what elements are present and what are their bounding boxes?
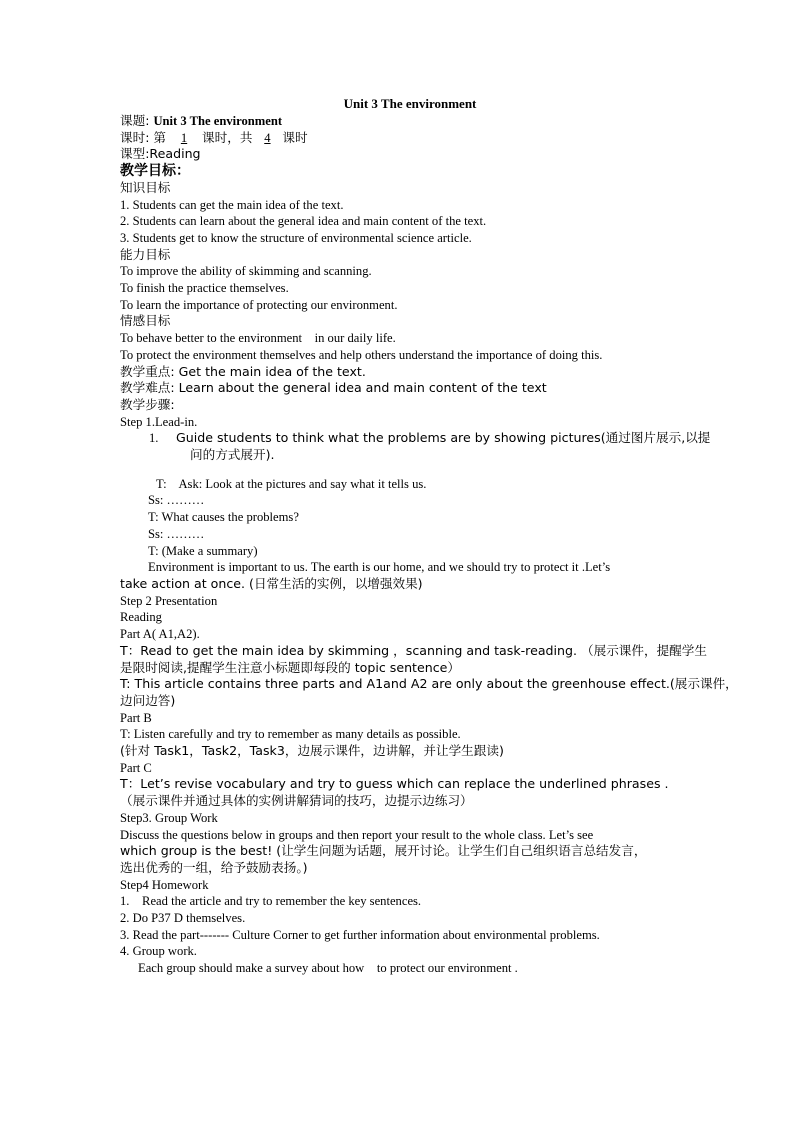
emotion-item: To behave better to the environment in our daily life. <box>120 331 396 346</box>
part-b-instruction: T: Listen carefully and try to remember as many details as possible. <box>120 727 461 742</box>
objectives-heading: 教学目标： <box>120 163 190 180</box>
period-suffix: 课时 <box>282 129 308 145</box>
part-a-statement-cont: 边问边答) <box>120 692 176 708</box>
part-c-note: （展示课件并通过具体的实例讲解猜词的技巧，边提示边练习） <box>120 793 473 809</box>
step1-heading: Step 1.Lead-in. <box>120 414 198 429</box>
reading-label: Reading <box>120 610 162 625</box>
dialog-line: T: Ask: Look at the pictures and say what it tells us. <box>156 476 427 491</box>
dialog-line: Ss: ……… <box>148 526 205 541</box>
lesson-type: 课型:Reading <box>120 146 201 162</box>
part-a-statement: T: This article contains three parts and A1and A2 are only about the greenhouse effect.(展示课件， <box>120 676 738 692</box>
part-c-heading: Part C <box>120 760 152 775</box>
page-title: Unit 3 The environment <box>343 96 477 111</box>
ability-item: To finish the practice themselves. <box>120 281 289 296</box>
part-c-instruction: T：Let’s revise vocabulary and try to guess which can replace the underlined phrases . <box>120 776 669 792</box>
steps-heading: 教学步骤: <box>120 396 175 412</box>
ability-item: To improve the ability of skimming and scanning. <box>120 264 372 279</box>
emotion-item: To protect the environment themselves and help others understand the importance of doing this. <box>120 347 603 362</box>
homework-item: 3. Read the part------- Culture Corner to get further information about environmental problems. <box>120 927 600 942</box>
topic-value: Unit 3 The environment <box>153 114 283 128</box>
dialog-line: Ss: ……… <box>148 493 205 508</box>
step3-heading: Step3. Group Work <box>120 810 218 825</box>
homework-item: 1. Read the article and try to remember the key sentences. <box>120 894 422 909</box>
lesson-plan <box>120 96 738 977</box>
knowledge-heading: 知识目标 <box>120 179 171 195</box>
ability-item: To learn the importance of protecting our environment. <box>120 297 398 312</box>
part-a-heading: Part A( A1,A2). <box>120 627 200 642</box>
knowledge-item: 2. Students can learn about the general idea and main content of the text. <box>120 214 487 229</box>
key-point: 教学重点: Get the main idea of the text. <box>120 363 366 379</box>
topic-label: 课题: <box>120 113 154 128</box>
step4-heading: Step4 Homework <box>120 877 209 892</box>
part-b-heading: Part B <box>120 710 152 725</box>
spacer <box>120 464 676 476</box>
list-text: Guide students to think what the problems are by showing pictures(通过图片展示,以提 <box>176 430 711 446</box>
step2-heading: Step 2 Presentation <box>120 593 218 608</box>
period-middle: 课时，共 <box>202 129 253 145</box>
list-text-continued: 问的方式展开). <box>190 447 275 463</box>
homework-item: 4. Group work. <box>120 944 197 959</box>
part-a-instruction: T：Read to get the main idea by skimming ，scanning and task-reading. （展示课件，提醒学生 <box>120 642 707 658</box>
emotion-heading: 情感目标 <box>120 313 171 329</box>
knowledge-item: 1. Students can get the main idea of the text. <box>120 197 344 212</box>
period-total: 4 <box>264 130 271 145</box>
step1-list-item <box>120 430 711 447</box>
step3-paragraph-cont: 选出优秀的一组，给予鼓励表扬。) <box>120 859 308 875</box>
step1-paragraph-cont: take action at once. (日常生活的实例，以增强效果) <box>120 575 423 591</box>
homework-item: 2. Do P37 D themselves. <box>120 911 246 926</box>
step3-paragraph: Discuss the questions below in groups and then report your result to the whole class. Let’s see <box>120 827 594 842</box>
topic-line <box>120 113 676 130</box>
homework-detail: Each group should make a survey about how to protect our environment . <box>138 961 518 976</box>
step3-paragraph-cont: which group is the best! (让学生问题为话题，展开讨论。让学生们自己组织语言总结发言， <box>120 843 647 859</box>
difficult-point: 教学难点: Learn about the general idea and main content of the text <box>120 380 547 396</box>
step1-paragraph: Environment is important to us. The earth is our home, and we should try to protect it .Let’s <box>148 560 611 575</box>
knowledge-item: 3. Students get to know the structure of environmental science article. <box>120 230 472 245</box>
dialog-line: T: What causes the problems? <box>148 510 299 525</box>
ability-heading: 能力目标 <box>120 246 171 262</box>
list-number: 1. <box>149 431 159 446</box>
period-prefix: 课时: 第 <box>120 129 167 145</box>
period-line <box>120 130 676 147</box>
part-a-instruction-cont: 是限时阅读,提醒学生注意小标题即每段的 topic sentence） <box>120 659 460 675</box>
part-b-note: (针对 Task1，Task2，Task3，边展示课件，边讲解，并让学生跟读) <box>120 743 504 759</box>
period-number: 1 <box>180 130 188 145</box>
dialog-line: T: (Make a summary) <box>148 543 258 558</box>
